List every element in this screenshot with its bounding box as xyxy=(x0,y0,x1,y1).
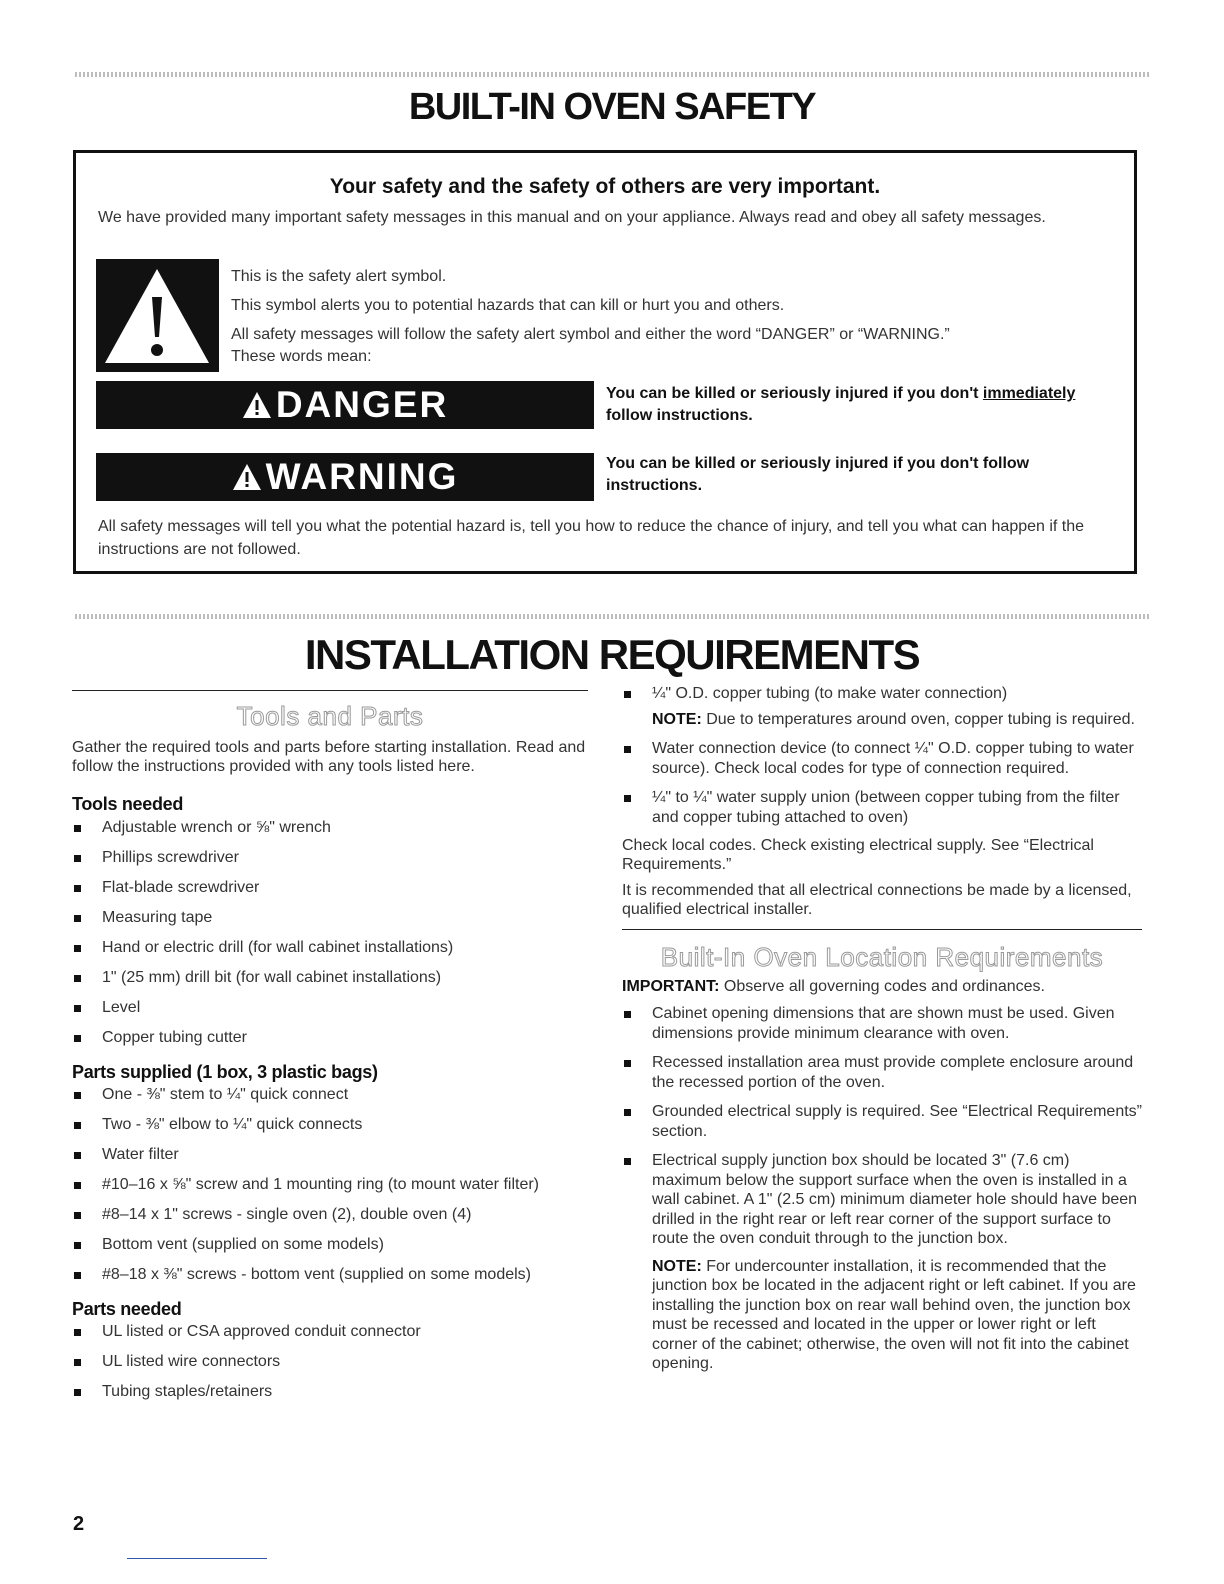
safety-intro: We have provided many important safety messages in this manual and on your appliance. Always read and obey all safety messages. xyxy=(98,209,1046,226)
list-item: Bottom vent (supplied on some models) xyxy=(72,1235,588,1255)
safety-footer: All safety messages will tell you what the potential hazard is, tell you how to reduce the chance of injury, and tell you what can happen if the instructions are not followed. xyxy=(98,518,1085,558)
safety-message-box xyxy=(73,150,1137,574)
list-item: UL listed or CSA approved conduit connector xyxy=(72,1322,588,1342)
list-item: One - ⅜" stem to ¼" quick connect xyxy=(72,1085,588,1105)
right-column xyxy=(622,680,1142,1374)
location-requirements-title: Built-In Oven Location Requirements xyxy=(660,942,1104,972)
left-column-rule xyxy=(72,690,588,691)
list-item: ¼" to ¼" water supply union (between copper tubing from the filter and copper tubing attached to oven) xyxy=(622,788,1142,827)
electrical-recommendation: It is recommended that all electrical connections be made by a licensed, qualified electrical installer. xyxy=(622,882,1132,918)
danger-text-suffix: follow instructions. xyxy=(606,407,753,424)
important-note: IMPORTANT: Observe all governing codes and ordinances. xyxy=(622,978,1045,995)
safety-alert-symbol-icon xyxy=(96,259,219,372)
footer-rule xyxy=(127,1558,267,1559)
list-item: #8–18 x ⅜" screws - bottom vent (supplied on some models) xyxy=(72,1265,588,1285)
list-item: #10–16 x ⅝" screw and 1 mounting ring (to mount water filter) xyxy=(72,1175,588,1195)
list-item: Electrical supply junction box should be located 3" (7.6 cm) maximum below the support surface when the oven is installed in a wall cabinet. A 1" (2.5 cm) minimum diameter hole should have been drilled in the right rear or left rear corner of the support surface to route the oven conduit through to the junction box. xyxy=(622,1151,1142,1249)
list-item: Water connection device (to connect ¼" O.D. copper tubing to water source). Check local codes for type of connection required. xyxy=(622,739,1142,778)
alert-triangle-icon xyxy=(232,463,262,491)
left-column xyxy=(72,680,588,1402)
parts-supplied-title: Parts supplied (1 box, 3 plastic bags) xyxy=(72,1062,378,1082)
list-item: Adjustable wrench or ⅝" wrench xyxy=(72,818,588,838)
middle-dotted-rule xyxy=(75,614,1149,619)
list-item: Recessed installation area must provide complete enclosure around the recessed portion of the oven. xyxy=(622,1053,1142,1092)
list-item: Water filter xyxy=(72,1145,588,1165)
page-number: 2 xyxy=(73,1513,85,1535)
list-item: #8–14 x 1" screws - single oven (2), double oven (4) xyxy=(72,1205,588,1225)
list-item: Cabinet opening dimensions that are shown must be used. Given dimensions provide minimum clearance with oven. xyxy=(622,1004,1142,1043)
list-item: Level xyxy=(72,998,588,1018)
danger-text-emphasis: immediately xyxy=(982,385,1076,402)
section-title-safety: BUILT-IN OVEN SAFETY xyxy=(408,86,816,128)
alert-symbol-explanation xyxy=(231,266,1111,375)
warning-label: WARNING xyxy=(265,456,459,497)
list-item: Phillips screwdriver xyxy=(72,848,588,868)
list-item: Flat-blade screwdriver xyxy=(72,878,588,898)
list-item: Hand or electric drill (for wall cabinet installations) xyxy=(72,938,588,958)
danger-signal-bar xyxy=(96,381,594,429)
list-item: Grounded electrical supply is required. See “Electrical Requirements” section. xyxy=(622,1102,1142,1141)
list-item: 1" (25 mm) drill bit (for wall cabinet installations) xyxy=(72,968,588,988)
tools-parts-title: Tools and Parts xyxy=(236,701,424,731)
list-item: Two - ⅜" elbow to ¼" quick connects xyxy=(72,1115,588,1135)
alert-line: All safety messages will follow the safety alert symbol and either the word “DANGER” or “WARNING.” xyxy=(231,326,950,343)
safety-headline: Your safety and the safety of others are very important. xyxy=(329,175,881,198)
check-codes-text: Check local codes. Check existing electrical supply. See “Electrical Requirements.” xyxy=(622,837,1094,873)
tools-needed-title: Tools needed xyxy=(72,794,184,814)
list-item: Copper tubing cutter xyxy=(72,1028,588,1048)
tools-parts-intro: Gather the required tools and parts before starting installation. Read and follow the instructions provided with any tools listed here. xyxy=(72,739,586,775)
alert-line: This symbol alerts you to potential hazards that can kill or hurt you and others. xyxy=(231,297,785,314)
parts-supplied-list xyxy=(72,1085,588,1285)
right-column-rule xyxy=(622,929,1142,930)
alert-triangle-icon xyxy=(242,391,272,419)
note-undercounter: NOTE: For undercounter installation, it is recommended that the junction box be located in the adjacent right or left cabinet. If you are installing the junction box on rear wall behind oven, the junction box must be recessed and located in the upper or lower right or left corner of the cabinet; otherwise, the oven will not fit into the cabinet opening. xyxy=(652,1257,1136,1372)
parts-needed-title: Parts needed xyxy=(72,1299,182,1319)
warning-description: You can be killed or seriously injured if you don't follow instructions. xyxy=(606,455,1030,494)
danger-description xyxy=(606,383,1126,427)
top-dotted-rule xyxy=(75,72,1149,77)
note-copper: NOTE: Due to temperatures around oven, copper tubing is required. xyxy=(652,711,1135,728)
alert-line: These words mean: xyxy=(231,348,372,365)
list-item: ¼" O.D. copper tubing (to make water connection) xyxy=(622,684,1142,704)
list-item: UL listed wire connectors xyxy=(72,1352,588,1372)
danger-label: DANGER xyxy=(275,384,449,425)
parts-needed-list xyxy=(72,1322,588,1402)
danger-text-prefix: You can be killed or seriously injured if you don't xyxy=(606,385,983,402)
list-item: Measuring tape xyxy=(72,908,588,928)
tools-needed-list xyxy=(72,818,588,1048)
section-title-installation: INSTALLATION REQUIREMENTS xyxy=(304,631,920,678)
alert-line: This is the safety alert symbol. xyxy=(231,268,447,285)
warning-signal-bar xyxy=(96,453,594,501)
list-item: Tubing staples/retainers xyxy=(72,1382,588,1402)
